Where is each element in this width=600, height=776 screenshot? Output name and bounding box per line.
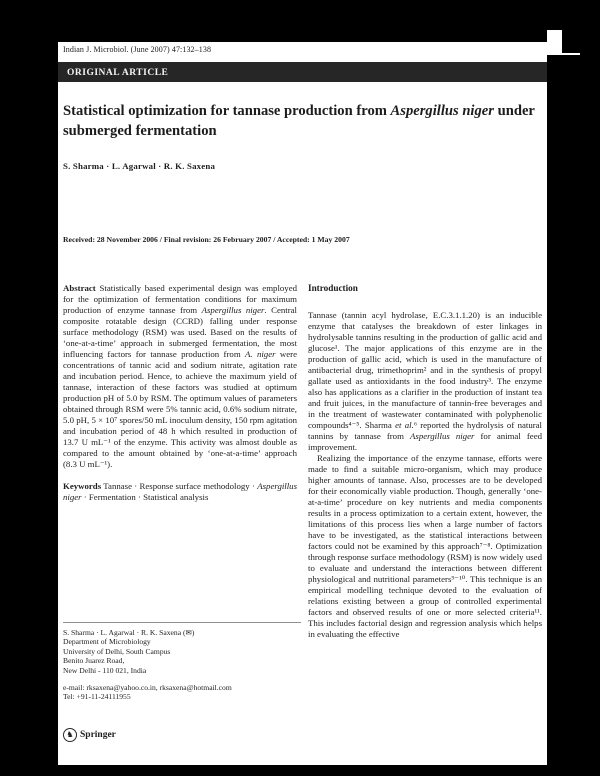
springer-wordmark: Springer xyxy=(80,730,116,740)
paper-title: Statistical optimization for tannase production from Aspergillus niger under submerged fermentation xyxy=(63,103,535,139)
affiliation-department: Department of Microbiology xyxy=(63,637,151,647)
authors-line: S. Sharma · L. Agarwal · R. K. Saxena xyxy=(63,161,216,171)
introduction-paragraph-1: Tannase (tannin acyl hydrolase, E.C.3.1.1.20) is an inducible enzyme that catalyses the breakdown of ester linkages in hydrolysable tannins resulting in the production of gallic acid and glucose¹. The major applications of this enzyme are in the production of gallic acid, which is used in the manufacture of antibacterial drug, trimethoprim² and in the synthesis of propyl gallate used as antioxidants in the food industry³. The enzyme also has applications as a clarifier in the production of instant tea and fruit juices, in the manufacture of tannin-free beverages and in the treatment of wastewater contaminated with polyphenolic compounds⁴⁻⁵. Sharma et al.⁶ reported the hydrolysis of natural tannins by tannase from Aspergillus niger for animal feed improvement. xyxy=(308,310,543,452)
telephone-line: Tel: +91-11-24111955 xyxy=(63,692,131,702)
springer-knight-icon: ♞ xyxy=(63,728,77,742)
left-column xyxy=(63,283,297,640)
abstract-paragraph: Abstract Statistically based experimental design was employed for the optimization of fermentation conditions for maximum production of enzyme tannase from Aspergillus niger. Central composite rotatable design (CCRD) falling under response surface methodology (RSM) was used. Based on the results of ‘one-at-a-time’ approach in submerged fermentation, the most influencing factors for tannase production from A. niger were concentrations of tannic acid and sodium nitrate, agitation rate and incubation period. Hence, to achieve the maximum yield of tannase, interaction of these factors was studied at optimum production pH of 5.0 by RSM. The optimum values of parameters obtained through RSM were 5% tannic acid, 0.6% sodium nitrate, 5.0 pH, 5 × 10⁷ spores/50 mL inoculum density, 150 rpm agitation and incubation period of 48 h which resulted in production of 13.7 U mL⁻¹ of the enzyme. This activity was almost double as compared to the amount obtained by ‘one-at-a-time’ approach (8.3 U mL⁻¹). xyxy=(63,283,298,469)
journal-line: Indian J. Microbiol. (June 2007) 47:132–138 xyxy=(63,45,212,54)
footnote-rule xyxy=(63,622,301,623)
affiliation-city: New Delhi - 110 021, India xyxy=(63,665,147,675)
affiliation-university: University of Delhi, South Campus xyxy=(63,646,171,656)
paper-page xyxy=(58,42,547,765)
introduction-heading: Introduction xyxy=(308,283,358,293)
introduction-paragraph-2: Realizing the importance of the enzyme tannase, efforts were made to find a suitable micro-organism, which may produce higher amounts of tannase. Also, processes are to be developed for their economically viable production. Though, generally ‘one-at-a-time’ procedure on key nutrients and media components results in a process optimization to a certain extent, however, the limitations of this process lies when a large number of factors have to be investigated, as the statistical interactions between factors could not be examined by this approach⁷⁻⁸. Optimization through response surface methodology (RSM) is now widely used to evaluate and understand the interactions between different physiological and nutritional parameters⁹⁻¹⁰. This technique is an empirical modelling technique devoted to the evaluation of relations existing between a group of controlled experimental factors and observed results of one or more selected criteria¹¹. This includes factorial design and regression analysis which helps in evaluating the effective xyxy=(308,453,542,639)
scan-artifact-line xyxy=(547,53,580,55)
corresponding-author-line: S. Sharma · L. Agarwal · R. K. Saxena (✉) xyxy=(63,628,195,637)
affiliation-street: Benito Juarez Road, xyxy=(63,656,125,666)
right-column xyxy=(308,283,542,640)
article-history-line: Received: 28 November 2006 / Final revision: 26 February 2007 / Accepted: 1 May 2007 xyxy=(63,235,350,244)
two-column-body xyxy=(63,283,542,640)
springer-logo xyxy=(63,728,116,742)
article-type-label: ORIGINAL ARTICLE xyxy=(67,68,169,78)
article-type-banner xyxy=(58,62,547,82)
email-line: e-mail: rksaxena@yahoo.co.in, rksaxena@hotmail.com xyxy=(63,683,232,693)
scan-artifact-tab xyxy=(547,30,562,53)
footnote-block xyxy=(63,628,315,702)
keywords-paragraph: Keywords Tannase · Response surface methodology · Aspergillus niger · Fermentation · Statistical analysis xyxy=(63,481,297,502)
